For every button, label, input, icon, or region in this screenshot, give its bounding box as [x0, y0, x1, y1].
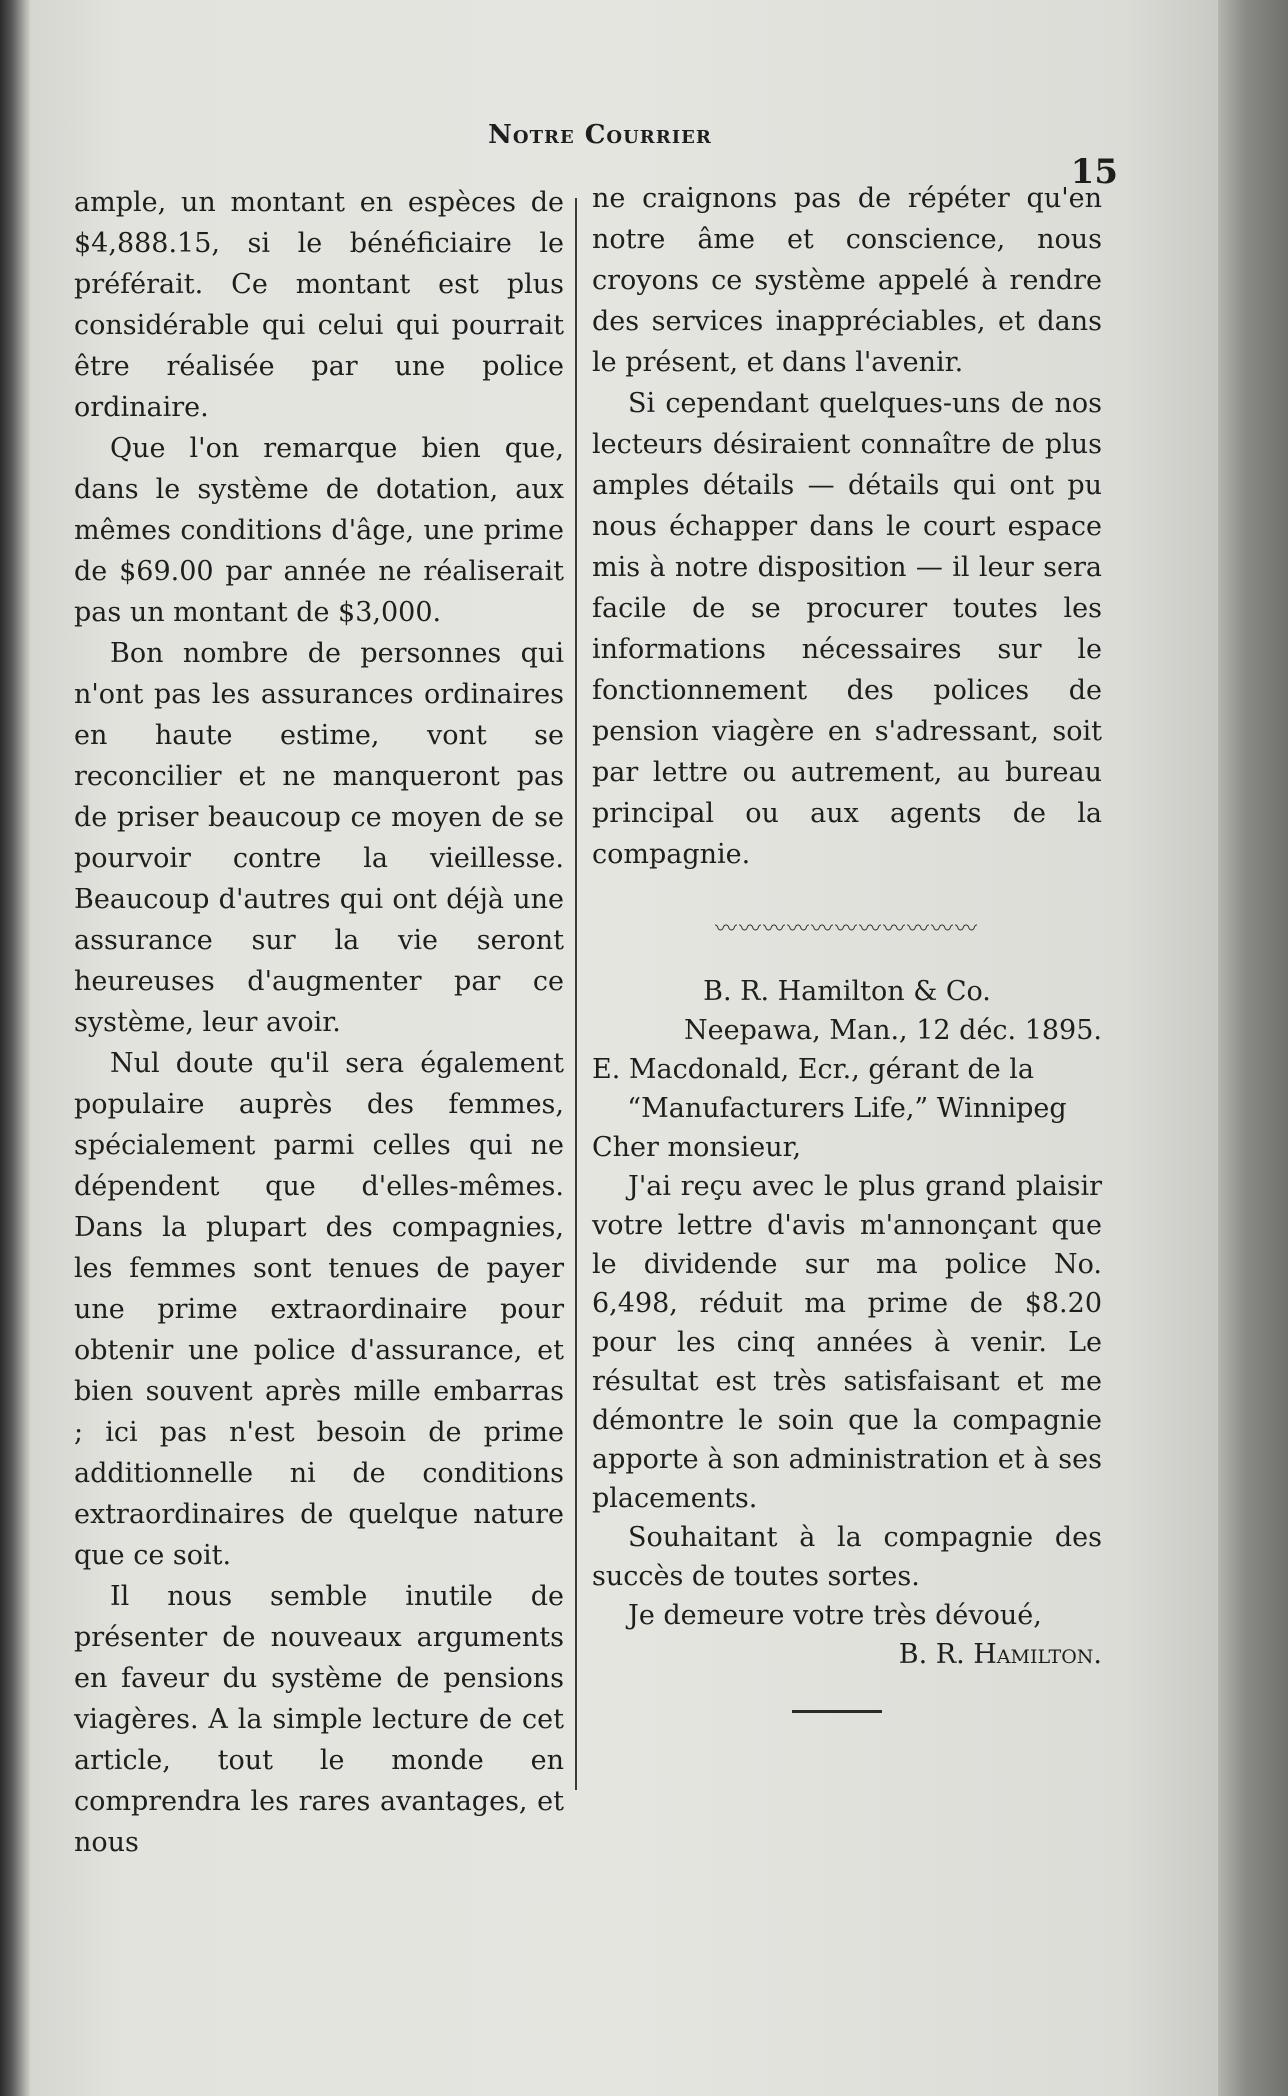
paragraph: Bon nombre de personnes qui n'ont pas les assurances ordinaires en haute estime, vont se reconcilier et ne manqueront pas de priser beaucoup ce moyen de se pourvoir contre la vieillesse. Beaucoup d'autres qui ont déjà une assurance sur la vie seront heureuses d'augmenter par ce système, leur avoir.	[74, 638, 564, 1038]
end-rule	[792, 1710, 882, 1713]
letter-salutation: Cher monsieur,	[592, 1132, 802, 1163]
running-title: Notre Courrier	[488, 120, 712, 150]
page-number: 15	[1070, 152, 1118, 192]
left-column	[74, 182, 564, 1863]
book-spine-shadow	[0, 0, 30, 2096]
letter-closing: Je demeure votre très dévoué,	[628, 1600, 1042, 1631]
paragraph: Nul doute qu'il sera également populaire auprès des femmes, spécialement parmi celles qui ne dépendent que d'elles-mêmes. Dans la plupart des compagnies, les femmes sont tenues de payer une prime extraordinaire pour obtenir une police d'assurance, et bien souvent après mille embarras ; ici pas n'est besoin de prime additionnelle ni de conditions extraordinaires de quelque nature que ce soit.	[74, 1048, 564, 1571]
paragraph: ample, un montant en espèces de $4,888.15, si le bénéficiaire le préférait. Ce montant est plus considérable qui celui qui pourrait être réalisée par une police ordinaire.	[74, 187, 564, 423]
letter-addressee-company: “Manufacturers Life,” Winnipeg	[627, 1093, 1067, 1124]
letter-sender: B. R. Hamilton & Co.	[703, 976, 991, 1007]
paragraph: ne craignons pas de répéter qu'en notre âme et conscience, nous croyons ce système appelé à rendre des services inappréciables, et dans le présent, et dans l'avenir.	[592, 183, 1102, 378]
letter-body: Souhaitant à la compagnie des succès de toutes sortes.	[592, 1522, 1102, 1592]
paragraph: Il nous semble inutile de présenter de nouveaux arguments en faveur du système de pensions viagères. A la simple lecture de cet article, tout le monde en comprendra les rares avantages, et nous	[74, 1581, 564, 1858]
letter	[592, 972, 1102, 1713]
page-edge-shadow	[1218, 0, 1288, 2096]
letter-addressee: E. Macdonald, Ecr., gérant de la	[592, 1054, 1035, 1085]
ornamental-divider: 〰〰〰〰〰〰〰〰〰〰〰	[714, 917, 979, 942]
letter-place-date: Neepawa, Man., 12 déc. 1895.	[684, 1015, 1102, 1046]
paragraph: Que l'on remarque bien que, dans le système de dotation, aux mêmes conditions d'âge, une prime de $69.00 par année ne réaliserait pas un montant de $3,000.	[74, 433, 564, 628]
paragraph: Si cependant quelques-uns de nos lecteurs désiraient connaître de plus amples détails — détails qui ont pu nous échapper dans le court espace mis à notre disposition — il leur sera facile de se procurer toutes les informations nécessaires sur le fonctionnement des polices de pension viagère en s'adressant, soit par lettre ou autrement, au bureau principal ou aux agents de la compagnie.	[592, 388, 1102, 870]
right-column	[592, 178, 1102, 1713]
column-divider	[575, 198, 577, 1790]
letter-signature: B. R. Hamilton.	[898, 1639, 1102, 1670]
letter-body: J'ai reçu avec le plus grand plaisir votre lettre d'avis m'annonçant que le dividende sur ma police No. 6,498, réduit ma prime de $8.20 pour les cinq années à venir. Le résultat est très satisfaisant et me démontre le soin que la compagnie apporte à son administration et à ses placements.	[592, 1171, 1102, 1514]
